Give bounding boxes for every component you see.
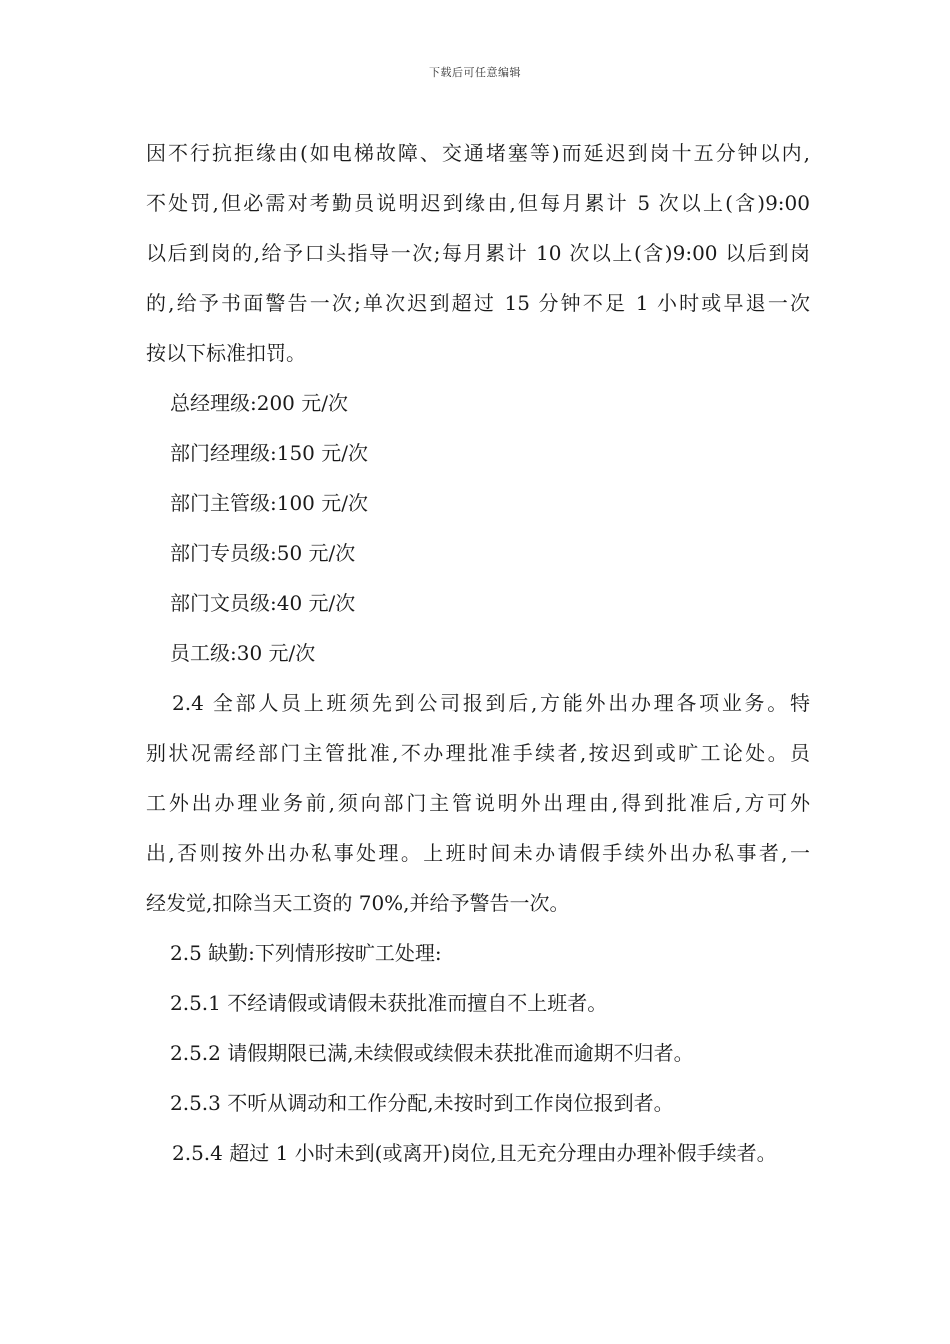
paragraph-line: 工外出办理业务前,须向部门主管说明外出理由,得到批准后,方可外 [146, 791, 810, 815]
section-title: 2.5 缺勤:下列情形按旷工处理: [170, 941, 442, 965]
paragraph-line: 2.4 全部人员上班须先到公司报到后,方能外出办理各项业务。特 [172, 691, 810, 715]
penalty-item: 员工级:30 元/次 [170, 641, 316, 665]
list-item: 2.5.1 不经请假或请假未获批准而擅自不上班者。 [170, 991, 608, 1015]
list-item: 2.5.4 超过 1 小时未到(或离开)岗位,且无充分理由办理补假手续者。 [172, 1141, 777, 1165]
penalty-item: 部门专员级:50 元/次 [170, 541, 356, 565]
penalty-list [146, 378, 810, 678]
document-body [146, 128, 810, 1178]
penalty-item: 总经理级:200 元/次 [170, 391, 349, 415]
paragraph-lateness-rules [146, 128, 810, 378]
paragraph-line: 出,否则按外出办私事处理。上班时间未办请假手续外出办私事者,一 [146, 841, 810, 865]
paragraph-line: 的,给予书面警告一次;单次迟到超过 15 分钟不足 1 小时或早退一次 [146, 291, 810, 315]
paragraph-line: 经发觉,扣除当天工资的 70%,并给予警告一次。 [146, 891, 570, 915]
paragraph-line: 别状况需经部门主管批准,不办理批准手续者,按迟到或旷工论处。员 [146, 741, 810, 765]
paragraph-line: 因不行抗拒缘由(如电梯故障、交通堵塞等)而延迟到岗十五分钟以内, [146, 141, 810, 165]
list-item: 2.5.3 不听从调动和工作分配,未按时到工作岗位报到者。 [170, 1091, 674, 1115]
penalty-item: 部门主管级:100 元/次 [170, 491, 369, 515]
paragraph-line: 以后到岗的,给予口头指导一次;每月累计 10 次以上(含)9:00 以后到岗 [146, 241, 810, 265]
page-header: 下载后可任意编辑 [429, 66, 521, 79]
paragraph-line: 按以下标准扣罚。 [146, 341, 306, 365]
paragraph-line: 不处罚,但必需对考勤员说明迟到缘由,但每月累计 5 次以上(含)9:00 [146, 191, 810, 215]
section-2-5 [146, 928, 810, 1178]
penalty-item: 部门经理级:150 元/次 [170, 441, 369, 465]
list-item: 2.5.2 请假期限已满,未续假或续假未获批准而逾期不归者。 [170, 1041, 694, 1065]
section-2-4 [146, 678, 810, 928]
penalty-item: 部门文员级:40 元/次 [170, 591, 356, 615]
